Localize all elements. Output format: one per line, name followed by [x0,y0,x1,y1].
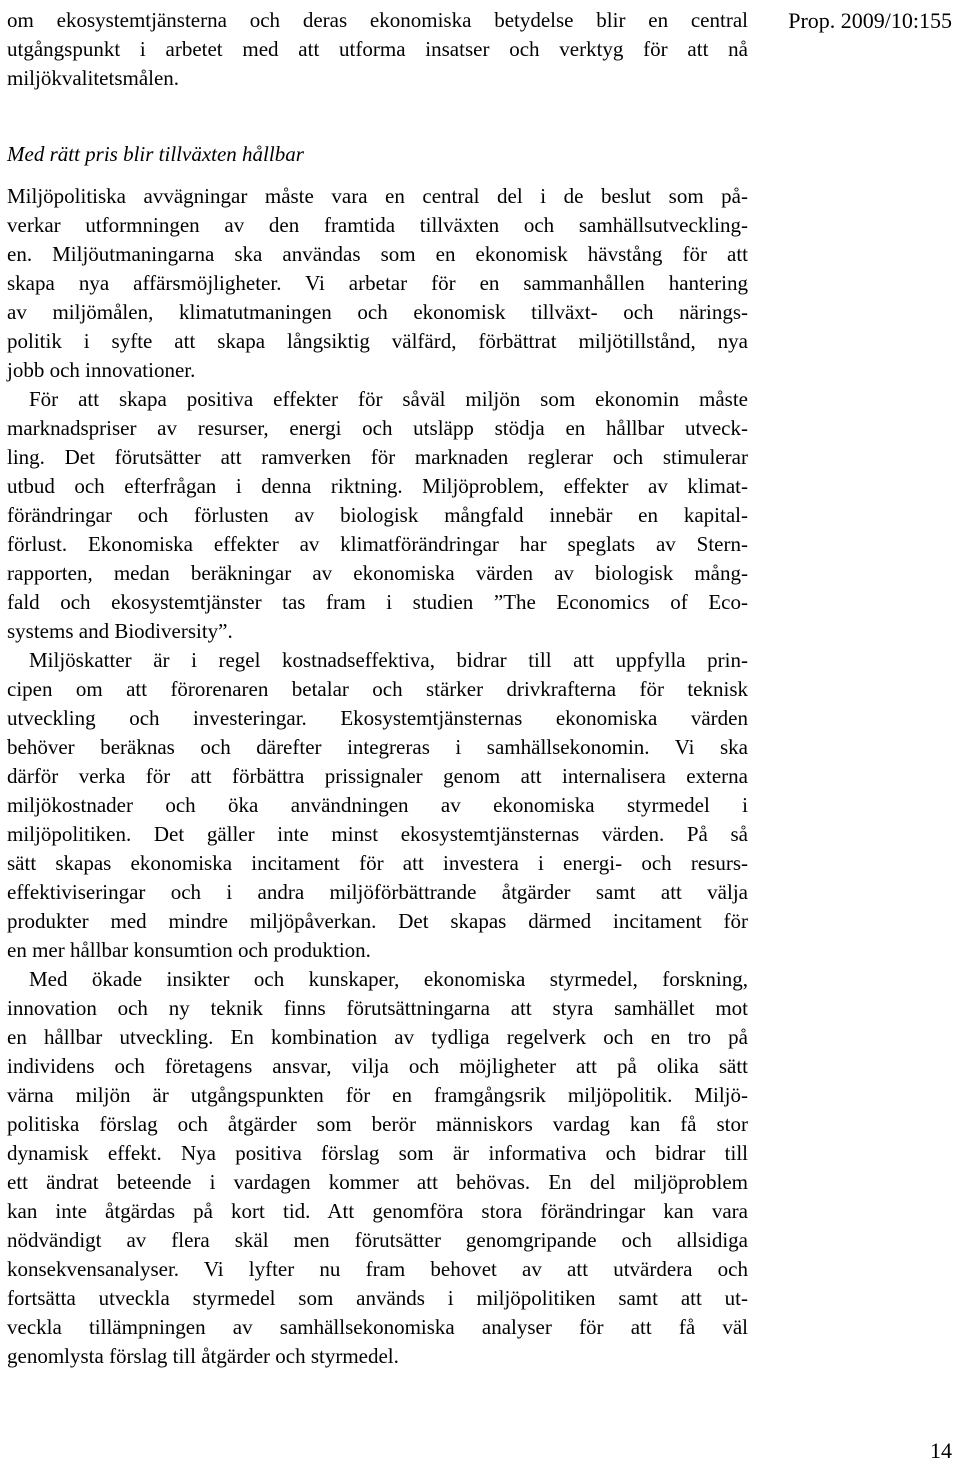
text-line: utgångspunkt i arbetet med att utforma insatser och verktyg för att nå [7,37,748,61]
text-line: om ekosystemtjänsterna och deras ekonomiska betydelse blir en central [7,8,748,32]
text-line: politik i syfte att skapa långsiktig välfärd, förbättrat miljötillstånd, nya [7,329,748,353]
text-line: fortsätta utveckla styrmedel som används i miljöpolitiken samt att ut- [7,1286,748,1310]
text-line: rapporten, medan beräkningar av ekonomiska värden av biologisk mång- [7,561,748,585]
text-line: miljöpolitiken. Det gäller inte minst ekosystemtjänsternas värden. På så [7,822,748,846]
text-line: politiska förslag och åtgärder som berör människors vardag kan få stor [7,1112,748,1136]
text-line: ett ändrat beteende i vardagen kommer att behövas. En del miljöproblem [7,1170,748,1194]
text-line: marknadspriser av resurser, energi och utsläpp stödja en hållbar utveck- [7,416,748,440]
text-line: utveckling och investeringar. Ekosystemtjänsternas ekonomiska värden [7,706,748,730]
text-line: Miljöpolitiska avvägningar måste vara en central del i de beslut som på- [7,184,748,208]
text-line: sätt skapas ekonomiska incitament för att investera i energi- och resurs- [7,851,748,875]
text-line: jobb och innovationer. [7,358,196,382]
text-line: förlust. Ekonomiska effekter av klimatförändringar har speglats av Stern- [7,532,748,556]
text-line: För att skapa positiva effekter för såväl miljön som ekonomin måste [29,387,748,411]
text-line: systems and Biodiversity”. [7,619,233,643]
text-line: innovation och ny teknik finns förutsättningarna att styra samhället mot [7,996,748,1020]
text-line: skapa nya affärsmöjligheter. Vi arbetar för en sammanhållen hantering [7,271,748,295]
text-line: nödvändigt av flera skäl men förutsätter genomgripande och allsidiga [7,1228,748,1252]
text-line: miljökvalitetsmålen. [7,66,180,90]
page-number: 14 [930,1438,952,1463]
text-line: av miljömålen, klimatutmaningen och ekonomisk tillväxt- och närings- [7,300,748,324]
text-line: en hållbar utveckling. En kombination av tydliga regelverk och en tro på [7,1025,748,1049]
text-line: cipen om att förorenaren betalar och stärker drivkrafterna för teknisk [7,677,748,701]
text-line: dynamisk effekt. Nya positiva förslag som är informativa och bidrar till [7,1141,748,1165]
text-line: utbud och efterfrågan i denna riktning. Miljöproblem, effekter av klimat- [7,474,748,498]
text-line: veckla tillämpningen av samhällsekonomiska analyser för att få väl [7,1315,748,1339]
text-line: individens och företagens ansvar, vilja och möjligheter att på olika sätt [7,1054,748,1078]
text-line: behöver beräknas och därefter integreras i samhällsekonomin. Vi ska [7,735,748,759]
text-line: konsekvensanalyser. Vi lyfter nu fram behovet av att utvärdera och [7,1257,748,1281]
text-line: fald och ekosystemtjänster tas fram i studien ”The Economics of Eco- [7,590,748,614]
text-line: effektiviseringar och i andra miljöförbättrande åtgärder samt att välja [7,880,748,904]
text-line: kan inte åtgärdas på kort tid. Att genomföra stora förändringar kan vara [7,1199,748,1223]
text-line: verkar utformningen av den framtida tillväxten och samhällsutveckling- [7,213,748,237]
text-line: ling. Det förutsätter att ramverken för marknaden reglerar och stimulerar [7,445,748,469]
text-line: Miljöskatter är i regel kostnadseffektiva, bidrar till att uppfylla prin- [29,648,748,672]
text-line: därför verka för att förbättra prissignaler genom att internalisera externa [7,764,748,788]
text-line: värna miljön är utgångspunkten för en framgångsrik miljöpolitik. Miljö- [7,1083,748,1107]
text-line: Med ökade insikter och kunskaper, ekonomiska styrmedel, forskning, [29,967,748,991]
text-line: genomlysta förslag till åtgärder och styrmedel. [7,1344,399,1368]
text-line: produkter med mindre miljöpåverkan. Det skapas därmed incitament för [7,909,748,933]
text-line: en. Miljöutmaningarna ska användas som en ekonomisk hävstång för att [7,242,748,266]
text-line: en mer hållbar konsumtion och produktion. [7,938,371,962]
prop-reference: Prop. 2009/10:155 [788,8,952,33]
text-line: förändringar och förlusten av biologisk mångfald innebär en kapital- [7,503,748,527]
section-heading: Med rätt pris blir tillväxten hållbar [7,142,304,166]
text-line: miljökostnader och öka användningen av ekonomiska styrmedel i [7,793,748,817]
